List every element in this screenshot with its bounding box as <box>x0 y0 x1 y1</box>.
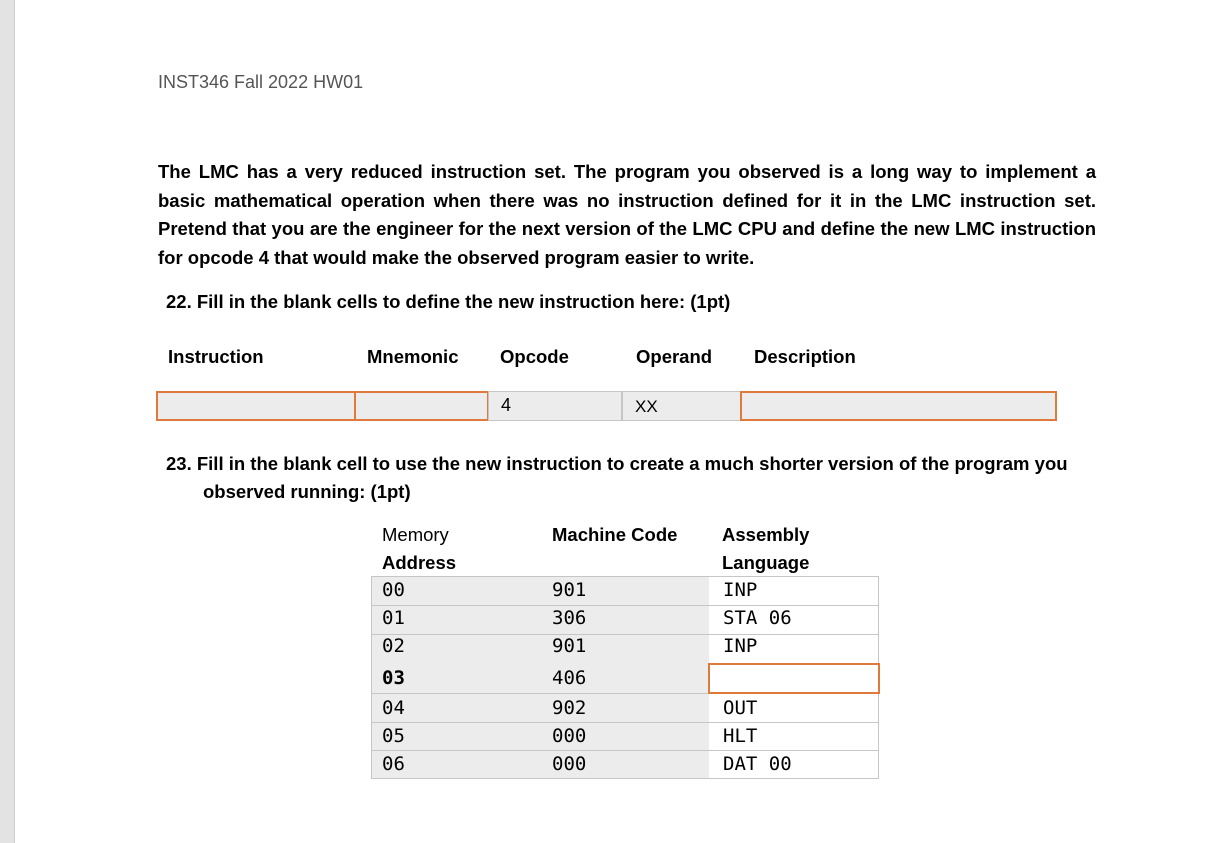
row-divider <box>372 634 878 635</box>
question-22: 22. Fill in the blank cells to define the new instruction here: (1pt) <box>166 291 731 312</box>
assembly-cell: INP <box>723 579 758 601</box>
row-divider <box>372 750 878 751</box>
row-divider <box>372 722 878 723</box>
description-input[interactable] <box>740 391 1057 421</box>
address-cell: 06 <box>382 753 405 775</box>
memory-label: Memory <box>382 524 449 545</box>
machine-code-cell: 901 <box>552 579 587 601</box>
page-header: INST346 Fall 2022 HW01 <box>158 72 364 92</box>
col-memory-header <box>382 521 456 577</box>
address-cell: 01 <box>382 607 405 629</box>
assembly-cell: HLT <box>723 725 758 747</box>
col-description-header: Description <box>754 346 856 367</box>
program-table <box>371 576 879 779</box>
assembly-cell: STA 06 <box>723 607 792 629</box>
opcode-cell: 4 <box>488 391 622 421</box>
col-operand-header: Operand <box>636 346 713 367</box>
intro-paragraph: The LMC has a very reduced instruction set. The program you observed is a long way to implement a basic mathematical operation when there was no instruction defined for it in the LMC instruction set. Pretend that you are the engineer for the next version of the LMC CPU and define the new LMC instruction for opcode 4 that would make the observed program easier to write. <box>158 161 1096 268</box>
machine-code-cell: 902 <box>552 697 587 719</box>
mnemonic-input[interactable] <box>354 391 489 421</box>
question-23: 23. Fill in the blank cell to use the new instruction to create a much shorter version of the program you observed running: (1pt) <box>166 453 1068 502</box>
language-label: Language <box>722 552 810 573</box>
machine-code-cell: 306 <box>552 607 587 629</box>
col-opcode-header: Opcode <box>500 346 569 367</box>
assembly-cell: OUT <box>723 697 758 719</box>
machine-code-cell: 000 <box>552 753 587 775</box>
col-machine-code-header: Machine Code <box>552 524 678 545</box>
assembly-label: Assembly <box>722 524 810 545</box>
machine-code-cell: 000 <box>552 725 587 747</box>
col-assembly-header <box>722 521 809 577</box>
assembly-cell: INP <box>723 635 758 657</box>
assembly-cell: DAT 00 <box>723 753 792 775</box>
address-cell: 05 <box>382 725 405 747</box>
address-label: Address <box>382 552 457 573</box>
page-left-margin <box>0 0 15 843</box>
row-divider <box>372 605 878 606</box>
address-cell: 03 <box>382 667 405 689</box>
col-instruction-header: Instruction <box>168 346 264 367</box>
machine-code-cell: 901 <box>552 635 587 657</box>
instruction-input[interactable] <box>156 391 356 421</box>
col-mnemonic-header: Mnemonic <box>367 346 459 367</box>
machine-code-cell: 406 <box>552 667 587 689</box>
address-cell: 04 <box>382 697 405 719</box>
assembly-answer-input[interactable] <box>708 663 880 694</box>
operand-cell: XX <box>622 391 742 421</box>
address-cell: 02 <box>382 635 405 657</box>
address-cell: 00 <box>382 579 405 601</box>
